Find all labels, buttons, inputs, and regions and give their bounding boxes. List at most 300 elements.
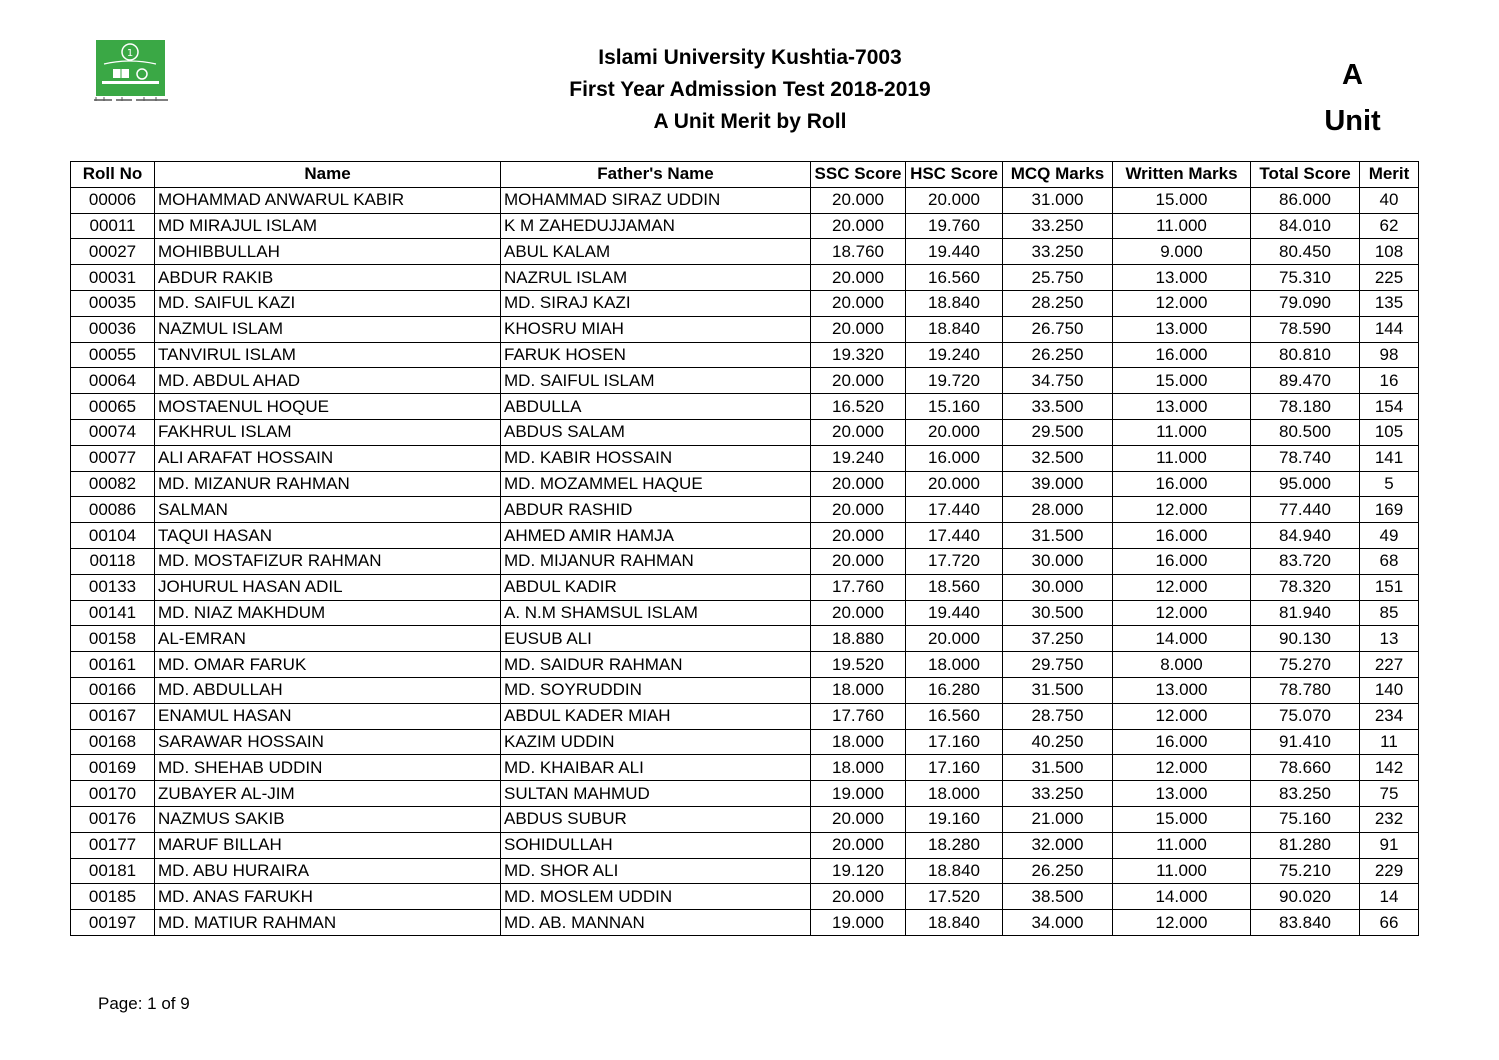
roll-no-cell: 00169 [71, 755, 155, 781]
table-row [71, 626, 1419, 652]
ssc-score-cell: 18.000 [811, 677, 906, 703]
name-cell: AL-EMRAN [155, 626, 501, 652]
merit-cell: 154 [1360, 394, 1419, 420]
mcq-marks-cell: 31.500 [1003, 677, 1113, 703]
table-row [71, 806, 1419, 832]
unit-badge [1305, 52, 1400, 144]
mcq-marks-cell: 28.000 [1003, 497, 1113, 523]
name-cell: MD. MATIUR RAHMAN [155, 910, 501, 936]
roll-no-cell: 00161 [71, 652, 155, 678]
merit-cell: 16 [1360, 368, 1419, 394]
written-marks-cell: 13.000 [1113, 781, 1251, 807]
hsc-score-cell: 18.840 [906, 858, 1003, 884]
ssc-score-cell: 16.520 [811, 394, 906, 420]
written-marks-cell: 11.000 [1113, 858, 1251, 884]
written-marks-cell: 14.000 [1113, 884, 1251, 910]
merit-cell: 98 [1360, 342, 1419, 368]
merit-cell: 91 [1360, 832, 1419, 858]
name-cell: MD MIRAJUL ISLAM [155, 213, 501, 239]
table-row [71, 419, 1419, 445]
fathers-name-cell: AHMED AMIR HAMJA [501, 523, 811, 549]
ssc-score-cell: 20.000 [811, 187, 906, 213]
ssc-score-cell: 20.000 [811, 265, 906, 291]
name-cell: TANVIRUL ISLAM [155, 342, 501, 368]
ssc-score-cell: 20.000 [811, 471, 906, 497]
total-score-cell: 80.810 [1251, 342, 1360, 368]
ssc-score-cell: 19.320 [811, 342, 906, 368]
roll-no-cell: 00035 [71, 290, 155, 316]
ssc-score-cell: 18.000 [811, 755, 906, 781]
name-cell: MD. ANAS FARUKH [155, 884, 501, 910]
total-score-cell: 83.840 [1251, 910, 1360, 936]
merit-cell: 75 [1360, 781, 1419, 807]
written-marks-cell: 16.000 [1113, 548, 1251, 574]
fathers-name-cell: MD. SIRAJ KAZI [501, 290, 811, 316]
ssc-score-cell: 20.000 [811, 523, 906, 549]
merit-table [70, 161, 1419, 936]
total-score-cell: 78.320 [1251, 574, 1360, 600]
merit-cell: 40 [1360, 187, 1419, 213]
written-marks-cell: 13.000 [1113, 677, 1251, 703]
column-header: Name [155, 162, 501, 188]
table-row [71, 497, 1419, 523]
ssc-score-cell: 20.000 [811, 600, 906, 626]
hsc-score-cell: 20.000 [906, 187, 1003, 213]
total-score-cell: 90.020 [1251, 884, 1360, 910]
written-marks-cell: 15.000 [1113, 187, 1251, 213]
name-cell: ABDUR RAKIB [155, 265, 501, 291]
total-score-cell: 75.210 [1251, 858, 1360, 884]
roll-no-cell: 00168 [71, 729, 155, 755]
ssc-score-cell: 20.000 [811, 497, 906, 523]
hsc-score-cell: 17.440 [906, 497, 1003, 523]
fathers-name-cell: MD. MOZAMMEL HAQUE [501, 471, 811, 497]
table-row [71, 600, 1419, 626]
hsc-score-cell: 17.520 [906, 884, 1003, 910]
table-row [71, 290, 1419, 316]
written-marks-cell: 12.000 [1113, 600, 1251, 626]
roll-no-cell: 00082 [71, 471, 155, 497]
roll-no-cell: 00064 [71, 368, 155, 394]
merit-cell: 68 [1360, 548, 1419, 574]
written-marks-cell: 14.000 [1113, 626, 1251, 652]
merit-cell: 5 [1360, 471, 1419, 497]
logo-caption-script [92, 90, 170, 98]
mcq-marks-cell: 32.000 [1003, 832, 1113, 858]
total-score-cell: 75.070 [1251, 703, 1360, 729]
fathers-name-cell: MD. SAIDUR RAHMAN [501, 652, 811, 678]
roll-no-cell: 00077 [71, 445, 155, 471]
written-marks-cell: 12.000 [1113, 290, 1251, 316]
hsc-score-cell: 17.160 [906, 729, 1003, 755]
mcq-marks-cell: 34.750 [1003, 368, 1113, 394]
mcq-marks-cell: 30.500 [1003, 600, 1113, 626]
written-marks-cell: 16.000 [1113, 729, 1251, 755]
merit-cell: 229 [1360, 858, 1419, 884]
merit-cell: 169 [1360, 497, 1419, 523]
total-score-cell: 80.500 [1251, 419, 1360, 445]
merit-cell: 227 [1360, 652, 1419, 678]
ssc-score-cell: 17.760 [811, 703, 906, 729]
name-cell: NAZMUL ISLAM [155, 316, 501, 342]
name-cell: TAQUI HASAN [155, 523, 501, 549]
svg-text:1: 1 [126, 48, 134, 59]
total-score-cell: 78.780 [1251, 677, 1360, 703]
table-row [71, 677, 1419, 703]
table-row [71, 652, 1419, 678]
unit-letter: A [1342, 59, 1363, 91]
ssc-score-cell: 20.000 [811, 213, 906, 239]
hsc-score-cell: 16.560 [906, 703, 1003, 729]
hsc-score-cell: 17.720 [906, 548, 1003, 574]
merit-cell: 232 [1360, 806, 1419, 832]
name-cell: MD. SAIFUL KAZI [155, 290, 501, 316]
table-row [71, 265, 1419, 291]
hsc-score-cell: 18.840 [906, 910, 1003, 936]
name-cell: MOSTAENUL HOQUE [155, 394, 501, 420]
written-marks-cell: 11.000 [1113, 445, 1251, 471]
written-marks-cell: 12.000 [1113, 910, 1251, 936]
roll-no-cell: 00185 [71, 884, 155, 910]
name-cell: MD. ABU HURAIRA [155, 858, 501, 884]
fathers-name-cell: MD. SHOR ALI [501, 858, 811, 884]
table-row [71, 755, 1419, 781]
name-cell: MD. NIAZ MAKHDUM [155, 600, 501, 626]
merit-cell: 11 [1360, 729, 1419, 755]
ssc-score-cell: 18.760 [811, 239, 906, 265]
mcq-marks-cell: 29.500 [1003, 419, 1113, 445]
written-marks-cell: 16.000 [1113, 342, 1251, 368]
written-marks-cell: 13.000 [1113, 265, 1251, 291]
table-row [71, 832, 1419, 858]
roll-no-cell: 00170 [71, 781, 155, 807]
ssc-score-cell: 19.520 [811, 652, 906, 678]
written-marks-cell: 9.000 [1113, 239, 1251, 265]
written-marks-cell: 8.000 [1113, 652, 1251, 678]
hsc-score-cell: 18.000 [906, 781, 1003, 807]
total-score-cell: 75.270 [1251, 652, 1360, 678]
name-cell: JOHURUL HASAN ADIL [155, 574, 501, 600]
fathers-name-cell: MD. KHAIBAR ALI [501, 755, 811, 781]
hsc-score-cell: 18.840 [906, 316, 1003, 342]
column-header: Total Score [1251, 162, 1360, 188]
name-cell: NAZMUS SAKIB [155, 806, 501, 832]
column-header: SSC Score [811, 162, 906, 188]
table-row [71, 729, 1419, 755]
table-row [71, 858, 1419, 884]
hsc-score-cell: 18.560 [906, 574, 1003, 600]
name-cell: MD. MOSTAFIZUR RAHMAN [155, 548, 501, 574]
mcq-marks-cell: 33.250 [1003, 781, 1113, 807]
mcq-marks-cell: 33.500 [1003, 394, 1113, 420]
written-marks-cell: 16.000 [1113, 471, 1251, 497]
fathers-name-cell: EUSUB ALI [501, 626, 811, 652]
merit-cell: 140 [1360, 677, 1419, 703]
name-cell: SALMAN [155, 497, 501, 523]
document-header [450, 42, 1050, 138]
table-row [71, 781, 1419, 807]
roll-no-cell: 00158 [71, 626, 155, 652]
written-marks-cell: 13.000 [1113, 394, 1251, 420]
roll-no-cell: 00177 [71, 832, 155, 858]
hsc-score-cell: 15.160 [906, 394, 1003, 420]
column-header: Roll No [71, 162, 155, 188]
merit-cell: 105 [1360, 419, 1419, 445]
hsc-score-cell: 18.000 [906, 652, 1003, 678]
mcq-marks-cell: 31.000 [1003, 187, 1113, 213]
hsc-score-cell: 20.000 [906, 419, 1003, 445]
column-header: MCQ Marks [1003, 162, 1113, 188]
roll-no-cell: 00181 [71, 858, 155, 884]
hsc-score-cell: 20.000 [906, 471, 1003, 497]
total-score-cell: 79.090 [1251, 290, 1360, 316]
written-marks-cell: 11.000 [1113, 419, 1251, 445]
ssc-score-cell: 20.000 [811, 548, 906, 574]
fathers-name-cell: A. N.M SHAMSUL ISLAM [501, 600, 811, 626]
fathers-name-cell: MD. SAIFUL ISLAM [501, 368, 811, 394]
table-row [71, 394, 1419, 420]
roll-no-cell: 00027 [71, 239, 155, 265]
roll-no-cell: 00065 [71, 394, 155, 420]
hsc-score-cell: 18.280 [906, 832, 1003, 858]
hsc-score-cell: 17.160 [906, 755, 1003, 781]
total-score-cell: 75.160 [1251, 806, 1360, 832]
name-cell: MD. SHEHAB UDDIN [155, 755, 501, 781]
university-name: Islami University Kushtia-7003 [598, 46, 902, 69]
table-row [71, 187, 1419, 213]
fathers-name-cell: ABDUS SALAM [501, 419, 811, 445]
ssc-score-cell: 19.000 [811, 781, 906, 807]
table-row [71, 910, 1419, 936]
total-score-cell: 90.130 [1251, 626, 1360, 652]
mcq-marks-cell: 28.750 [1003, 703, 1113, 729]
fathers-name-cell: FARUK HOSEN [501, 342, 811, 368]
ssc-score-cell: 20.000 [811, 419, 906, 445]
total-score-cell: 81.940 [1251, 600, 1360, 626]
roll-no-cell: 00011 [71, 213, 155, 239]
roll-no-cell: 00006 [71, 187, 155, 213]
mcq-marks-cell: 39.000 [1003, 471, 1113, 497]
ssc-score-cell: 20.000 [811, 316, 906, 342]
table-row [71, 471, 1419, 497]
table-row [71, 548, 1419, 574]
table-row [71, 368, 1419, 394]
roll-no-cell: 00055 [71, 342, 155, 368]
merit-table-body [71, 187, 1419, 935]
mcq-marks-cell: 28.250 [1003, 290, 1113, 316]
written-marks-cell: 12.000 [1113, 497, 1251, 523]
name-cell: MD. ABDUL AHAD [155, 368, 501, 394]
written-marks-cell: 11.000 [1113, 832, 1251, 858]
merit-cell: 13 [1360, 626, 1419, 652]
name-cell: MARUF BILLAH [155, 832, 501, 858]
name-cell: SARAWAR HOSSAIN [155, 729, 501, 755]
roll-no-cell: 00118 [71, 548, 155, 574]
total-score-cell: 83.720 [1251, 548, 1360, 574]
total-score-cell: 84.010 [1251, 213, 1360, 239]
mcq-marks-cell: 31.500 [1003, 523, 1113, 549]
merit-cell: 144 [1360, 316, 1419, 342]
mcq-marks-cell: 21.000 [1003, 806, 1113, 832]
ssc-score-cell: 20.000 [811, 806, 906, 832]
written-marks-cell: 11.000 [1113, 213, 1251, 239]
table-row [71, 703, 1419, 729]
ssc-score-cell: 19.120 [811, 858, 906, 884]
merit-cell: 141 [1360, 445, 1419, 471]
written-marks-cell: 15.000 [1113, 806, 1251, 832]
total-score-cell: 80.450 [1251, 239, 1360, 265]
merit-cell: 225 [1360, 265, 1419, 291]
fathers-name-cell: ABUL KALAM [501, 239, 811, 265]
list-title: A Unit Merit by Roll [653, 110, 847, 133]
ssc-score-cell: 20.000 [811, 290, 906, 316]
column-header: HSC Score [906, 162, 1003, 188]
total-score-cell: 78.180 [1251, 394, 1360, 420]
fathers-name-cell: MD. MIJANUR RAHMAN [501, 548, 811, 574]
total-score-cell: 86.000 [1251, 187, 1360, 213]
fathers-name-cell: ABDUS SUBUR [501, 806, 811, 832]
merit-cell: 66 [1360, 910, 1419, 936]
total-score-cell: 77.440 [1251, 497, 1360, 523]
total-score-cell: 81.280 [1251, 832, 1360, 858]
name-cell: MOHIBBULLAH [155, 239, 501, 265]
fathers-name-cell: KHOSRU MIAH [501, 316, 811, 342]
exam-title: First Year Admission Test 2018-2019 [569, 78, 931, 101]
unit-word: Unit [1324, 105, 1381, 137]
mcq-marks-cell: 38.500 [1003, 884, 1113, 910]
total-score-cell: 84.940 [1251, 523, 1360, 549]
mcq-marks-cell: 31.500 [1003, 755, 1113, 781]
total-score-cell: 78.590 [1251, 316, 1360, 342]
hsc-score-cell: 19.720 [906, 368, 1003, 394]
written-marks-cell: 12.000 [1113, 755, 1251, 781]
table-row [71, 342, 1419, 368]
mcq-marks-cell: 26.750 [1003, 316, 1113, 342]
name-cell: MD. MIZANUR RAHMAN [155, 471, 501, 497]
mcq-marks-cell: 37.250 [1003, 626, 1113, 652]
hsc-score-cell: 19.760 [906, 213, 1003, 239]
fathers-name-cell: ABDULLA [501, 394, 811, 420]
ssc-score-cell: 19.240 [811, 445, 906, 471]
ssc-score-cell: 20.000 [811, 832, 906, 858]
fathers-name-cell: SOHIDULLAH [501, 832, 811, 858]
total-score-cell: 83.250 [1251, 781, 1360, 807]
column-header: Father's Name [501, 162, 811, 188]
hsc-score-cell: 19.240 [906, 342, 1003, 368]
column-header: Merit [1360, 162, 1419, 188]
fathers-name-cell: K M ZAHEDUJJAMAN [501, 213, 811, 239]
name-cell: ENAMUL HASAN [155, 703, 501, 729]
roll-no-cell: 00197 [71, 910, 155, 936]
mcq-marks-cell: 26.250 [1003, 858, 1113, 884]
fathers-name-cell: MD. SOYRUDDIN [501, 677, 811, 703]
mcq-marks-cell: 40.250 [1003, 729, 1113, 755]
total-score-cell: 78.660 [1251, 755, 1360, 781]
total-score-cell: 75.310 [1251, 265, 1360, 291]
written-marks-cell: 12.000 [1113, 574, 1251, 600]
table-header-row [71, 162, 1419, 188]
table-row [71, 239, 1419, 265]
mcq-marks-cell: 33.250 [1003, 213, 1113, 239]
fathers-name-cell: MOHAMMAD SIRAZ UDDIN [501, 187, 811, 213]
hsc-score-cell: 18.840 [906, 290, 1003, 316]
fathers-name-cell: ABDUL KADER MIAH [501, 703, 811, 729]
roll-no-cell: 00086 [71, 497, 155, 523]
merit-cell: 142 [1360, 755, 1419, 781]
written-marks-cell: 12.000 [1113, 703, 1251, 729]
total-score-cell: 89.470 [1251, 368, 1360, 394]
table-row [71, 213, 1419, 239]
fathers-name-cell: SULTAN MAHMUD [501, 781, 811, 807]
fathers-name-cell: ABDUR RASHID [501, 497, 811, 523]
ssc-score-cell: 17.760 [811, 574, 906, 600]
hsc-score-cell: 19.160 [906, 806, 1003, 832]
mcq-marks-cell: 30.000 [1003, 548, 1113, 574]
name-cell: FAKHRUL ISLAM [155, 419, 501, 445]
mcq-marks-cell: 30.000 [1003, 574, 1113, 600]
total-score-cell: 78.740 [1251, 445, 1360, 471]
table-row [71, 445, 1419, 471]
hsc-score-cell: 17.440 [906, 523, 1003, 549]
name-cell: MD. OMAR FARUK [155, 652, 501, 678]
name-cell: ALI ARAFAT HOSSAIN [155, 445, 501, 471]
ssc-score-cell: 18.880 [811, 626, 906, 652]
ssc-score-cell: 19.000 [811, 910, 906, 936]
hsc-score-cell: 19.440 [906, 239, 1003, 265]
ssc-score-cell: 20.000 [811, 368, 906, 394]
fathers-name-cell: NAZRUL ISLAM [501, 265, 811, 291]
merit-cell: 151 [1360, 574, 1419, 600]
roll-no-cell: 00167 [71, 703, 155, 729]
roll-no-cell: 00166 [71, 677, 155, 703]
fathers-name-cell: MD. MOSLEM UDDIN [501, 884, 811, 910]
mcq-marks-cell: 25.750 [1003, 265, 1113, 291]
merit-cell: 85 [1360, 600, 1419, 626]
roll-no-cell: 00133 [71, 574, 155, 600]
mcq-marks-cell: 26.250 [1003, 342, 1113, 368]
roll-no-cell: 00074 [71, 419, 155, 445]
roll-no-cell: 00031 [71, 265, 155, 291]
merit-cell: 14 [1360, 884, 1419, 910]
total-score-cell: 95.000 [1251, 471, 1360, 497]
table-row [71, 523, 1419, 549]
fathers-name-cell: MD. KABIR HOSSAIN [501, 445, 811, 471]
roll-no-cell: 00141 [71, 600, 155, 626]
page-number: Page: 1 of 9 [98, 994, 190, 1013]
merit-cell: 135 [1360, 290, 1419, 316]
written-marks-cell: 15.000 [1113, 368, 1251, 394]
merit-cell: 49 [1360, 523, 1419, 549]
hsc-score-cell: 16.000 [906, 445, 1003, 471]
hsc-score-cell: 16.560 [906, 265, 1003, 291]
hsc-score-cell: 19.440 [906, 600, 1003, 626]
table-row [71, 316, 1419, 342]
mcq-marks-cell: 29.750 [1003, 652, 1113, 678]
table-row [71, 884, 1419, 910]
written-marks-cell: 13.000 [1113, 316, 1251, 342]
roll-no-cell: 00104 [71, 523, 155, 549]
university-seal-icon [96, 40, 165, 96]
roll-no-cell: 00036 [71, 316, 155, 342]
name-cell: MOHAMMAD ANWARUL KABIR [155, 187, 501, 213]
fathers-name-cell: KAZIM UDDIN [501, 729, 811, 755]
mcq-marks-cell: 34.000 [1003, 910, 1113, 936]
merit-cell: 108 [1360, 239, 1419, 265]
ssc-score-cell: 20.000 [811, 884, 906, 910]
hsc-score-cell: 20.000 [906, 626, 1003, 652]
column-header: Written Marks [1113, 162, 1251, 188]
mcq-marks-cell: 33.250 [1003, 239, 1113, 265]
